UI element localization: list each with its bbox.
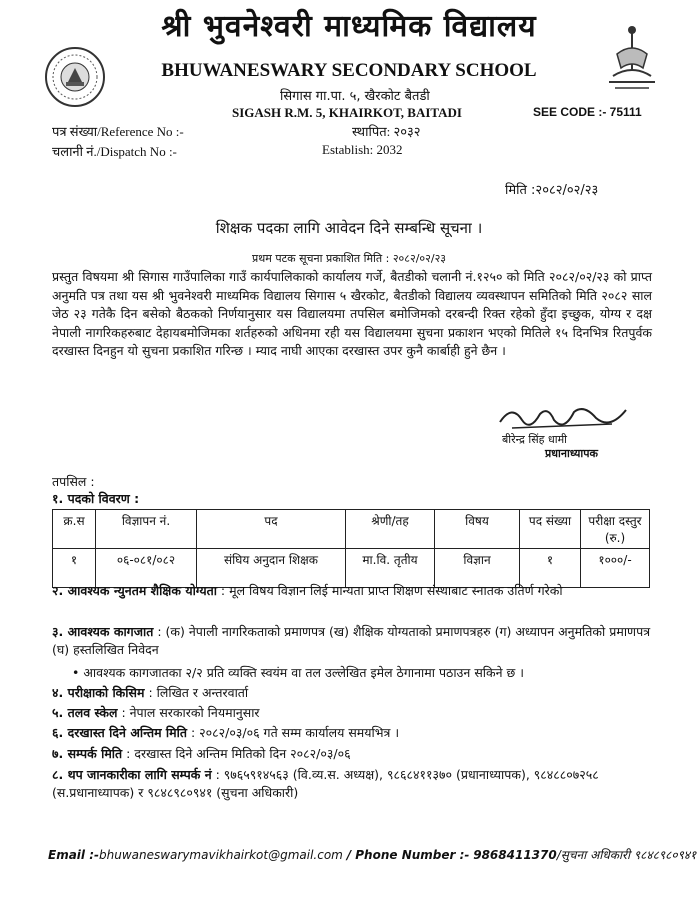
- list-item: [52, 724, 652, 742]
- email-label: Email :-: [48, 848, 99, 862]
- item-text: : २०८२/०३/०६ गते सम्म कार्यालय समयभित्र ।: [190, 725, 400, 740]
- email-link[interactable]: bhuwaneswarymavikhairkot@gmail.com: [98, 848, 343, 862]
- table-cell: संघिय अनुदान शिक्षक: [197, 549, 346, 588]
- item-label: ६. दरखास्त दिने अन्तिम मिति: [52, 725, 187, 740]
- item-label: २. आवश्यक न्युनतम शैक्षिक योग्यता: [52, 583, 217, 598]
- established-nepali: स्थापित: २०३२: [352, 124, 421, 139]
- dispatch-label: चलानी नं./Dispatch No :-: [52, 144, 177, 159]
- phone-number: 9868411370: [473, 848, 557, 862]
- notice-subtitle: प्रथम पटक सूचना प्रकाशित मिति : २०८२/०२/२३: [251, 252, 447, 265]
- table-header-cell: परीक्षा दस्तुर (रु.): [581, 510, 650, 549]
- table-header-cell: पद: [197, 510, 346, 549]
- item-label: ५. तलव स्केल: [52, 705, 118, 720]
- item-text: : (क) नेपाली नागरिकताको प्रमाणपत्र (ख) शैक्षिक योग्यताको प्रमाणपत्रहरु (ग) अध्यापन अनुमतिको प्रमाणपत्र (घ) हस्तलिखित निवेदन: [52, 624, 651, 657]
- item-text: • आवश्यक कागजातका २/२ प्रति व्यक्ति स्वयंम वा तल उल्लेखित इमेल ठेगानामा पठाउन सकिने छ ।: [72, 665, 524, 680]
- item-text: : नेपाल सरकारको नियमानुसार: [121, 705, 260, 720]
- list-item: [52, 704, 652, 722]
- posts-table: [52, 509, 650, 588]
- item-text: : मूल विषय विज्ञान लिई मान्यता प्राप्त शिक्षण संस्थाबाट स्नातक उतिर्ण गरेको: [220, 583, 563, 598]
- table-header-cell: विज्ञापन नं.: [96, 510, 197, 549]
- phone-label: / Phone Number :-: [346, 848, 470, 862]
- item-text: : दरखास्त दिने अन्तिम मितिको दिन २०८२/०३/०६: [126, 746, 351, 761]
- table-cell: विज्ञान: [435, 549, 520, 588]
- established-english: Establish: 2032: [322, 142, 403, 157]
- list-item: [52, 766, 652, 802]
- item-label: ८. थप जानकारीका लागि सम्पर्क नं: [52, 767, 212, 782]
- address-nepali: सिगास गा.पा. ५, खैरकोट बैतडी: [280, 89, 430, 104]
- item-label: ७. सम्पर्क मिति: [52, 746, 123, 761]
- table-header-cell: पद संख्या: [520, 510, 581, 549]
- item-text: : लिखित र अन्तरवार्ता: [148, 685, 249, 700]
- list-item: [52, 684, 652, 702]
- table-header-cell: श्रेणी/तह: [346, 510, 435, 549]
- address-english: SIGASH R.M. 5, KHAIRKOT, BAITADI: [232, 105, 462, 120]
- list-item: [52, 582, 652, 600]
- footer: [48, 846, 696, 863]
- item-label: ४. परीक्षाको किसिम: [52, 685, 145, 700]
- table-cell: मा.वि. तृतीय: [346, 549, 435, 588]
- table-cell: ०६-०८१/०८२: [96, 549, 197, 588]
- table-cell: १०००/-: [581, 549, 650, 588]
- signatory-name: बीरेन्द्र सिंह धामी: [502, 433, 568, 446]
- notice-title: शिक्षक पदका लागि आवेदन दिने सम्बन्धि सूचना ।: [215, 219, 483, 237]
- see-code: SEE CODE :- 75111: [533, 105, 642, 119]
- notice-body: प्रस्तुत विषयमा श्री सिगास गाउँपालिका गाउँ कार्यपालिकाको कार्यालय गर्जे, बैतडीको चलानी नं.१२५० को मिति २०८२/०२/२३ को प्राप्त अनुमति पत्र तथा यस श्री भुवनेश्वरी माध्यमिक विद्यालय सिगास ५ खैरकोट, बैतडीको विद्यालय व्यवस्थापन समितिको मिति २०८२ साल जेठ २३ गतेकै दिन बसेको बैठकको निर्णयानुसार यस विद्यालयमा तपसिल बमोजिमको दरबन्दी रिक्त रहेको हुँदा इच्छुक, योग्य र दक्ष नेपाली नागरिकहरुबाट देहायबमोजिमका शर्तहरुको अधिनमा रही यस विद्यालयमा सुचना प्रकाशन भएको मितिले १५ दिनभित्र रितपुर्वक दरखास्त दिनहुन यो सुचना प्रकाशित गरिन्छ । म्याद नाघी आएका दरखास्त उपर कुनै कार्बाही हुने छैन ।: [52, 269, 652, 358]
- list-item: [52, 623, 652, 659]
- table-cell: १: [520, 549, 581, 588]
- table-header-row: [53, 510, 650, 549]
- list-item: [72, 664, 652, 682]
- details-label: तपसिल :: [52, 474, 95, 489]
- item-label: ३. आवश्यक कागजात: [52, 624, 154, 639]
- list-item: [52, 745, 652, 763]
- signatory-title: प्रधानाध्यापक: [545, 447, 598, 460]
- table-header-cell: क्र.स: [53, 510, 96, 549]
- table-cell: १: [53, 549, 96, 588]
- section1-title: १. पदको विवरण :: [52, 491, 140, 506]
- reference-label: पत्र संख्या/Reference No :-: [52, 124, 184, 139]
- notice-date: मिति :२०८२/०२/२३: [505, 183, 599, 198]
- item-text: : ९७६५९१४५६३ (वि.व्य.स. अध्यक्ष), ९८६८४११३७० (प्रधानाध्यापक), ९८४८८०७२५८ (स.प्रधानाध्यापक) र ९८४८९८०९४१ (सुचना अधिकारी): [52, 767, 599, 800]
- info-officer-contact: /सुचना अधिकारी ९८४८९८०९४१: [556, 848, 697, 862]
- school-name-nepali: श्री भुवनेश्वरी माध्यमिक विद्यालय: [161, 9, 537, 44]
- table-header-cell: विषय: [435, 510, 520, 549]
- school-name-english: BHUWANESWARY SECONDARY SCHOOL: [161, 60, 537, 81]
